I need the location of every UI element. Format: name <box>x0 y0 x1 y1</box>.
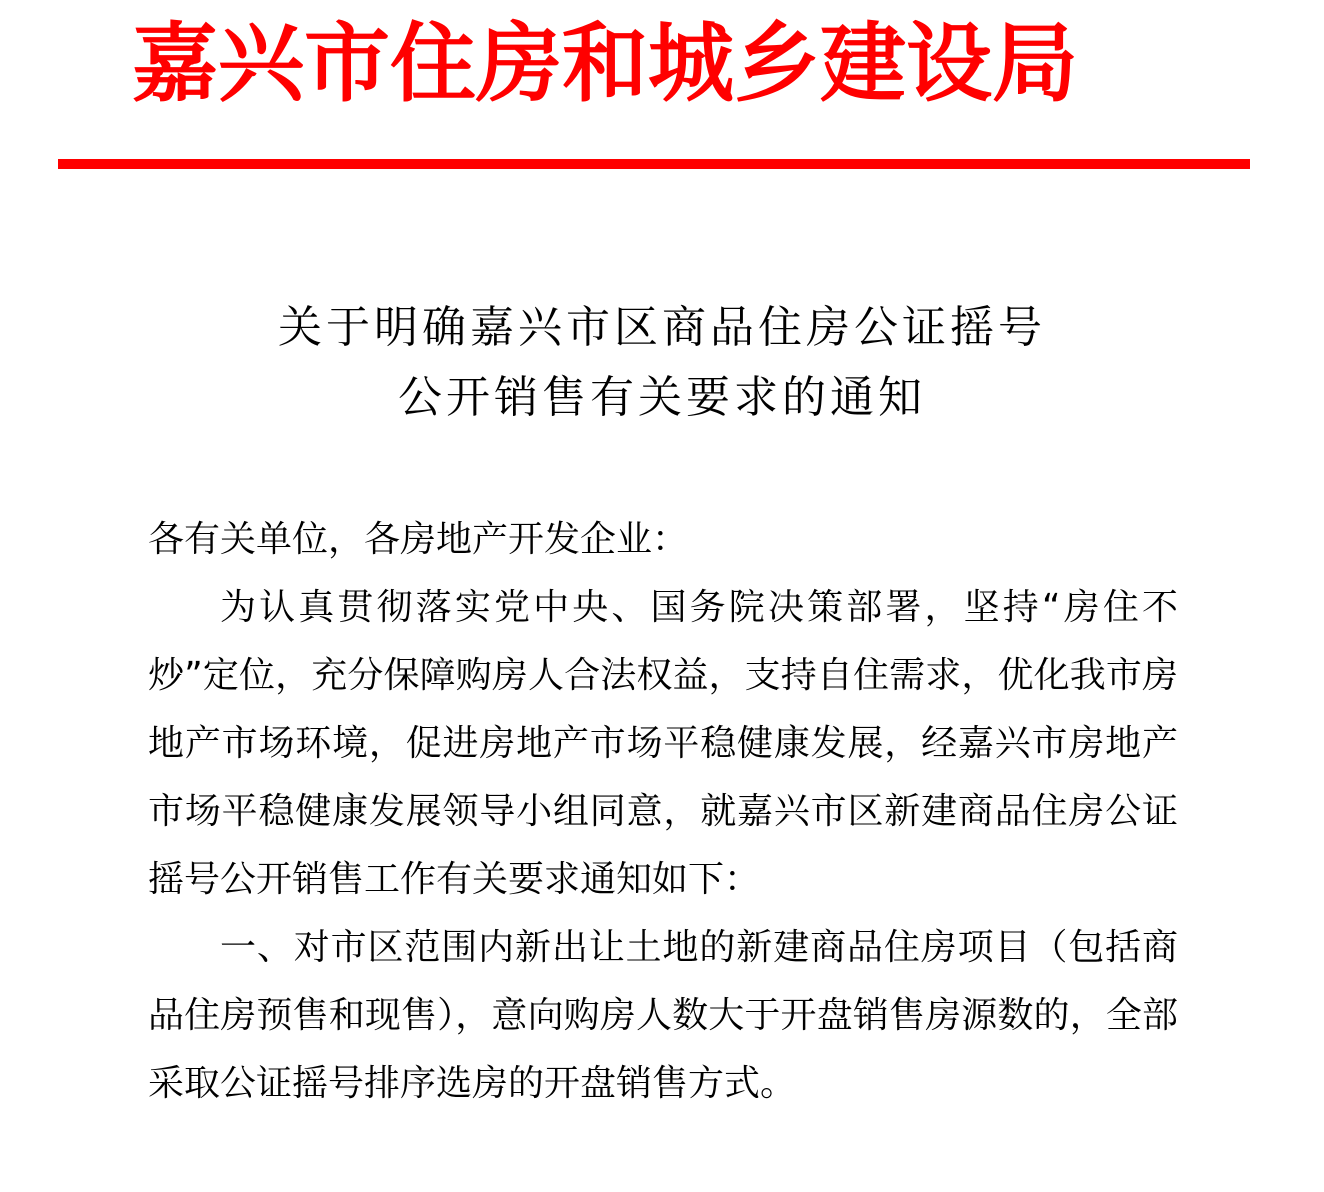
document-body <box>148 506 1178 1118</box>
paragraph-item-1: 一、对市区范围内新出让土地的新建商品住房项目（包括商品住房预售和现售），意向购房人数大于开盘销售房源数的，全部采取公证摇号排序选房的开盘销售方式。 <box>148 927 1178 1104</box>
document-title-line-1: 关于明确嘉兴市区商品住房公证摇号 <box>278 302 1046 353</box>
salutation: 各有关单位，各房地产开发企业： <box>148 519 689 560</box>
letterhead-red-rule <box>58 159 1250 169</box>
letterhead-org-name: 嘉兴市住房和城乡建设局 <box>132 14 1078 114</box>
document-title-line-2: 公开销售有关要求的通知 <box>398 372 926 423</box>
paragraph-intro: 为认真贯彻落实党中央、国务院决策部署，坚持“房住不炒”定位，充分保障购房人合法权益，支持自住需求，优化我市房地产市场环境，促进房地产市场平稳健康发展，经嘉兴市房地产市场平稳健康发展领导小组同意，就嘉兴市区新建商品住房公证摇号公开销售工作有关要求通知如下： <box>148 587 1178 900</box>
